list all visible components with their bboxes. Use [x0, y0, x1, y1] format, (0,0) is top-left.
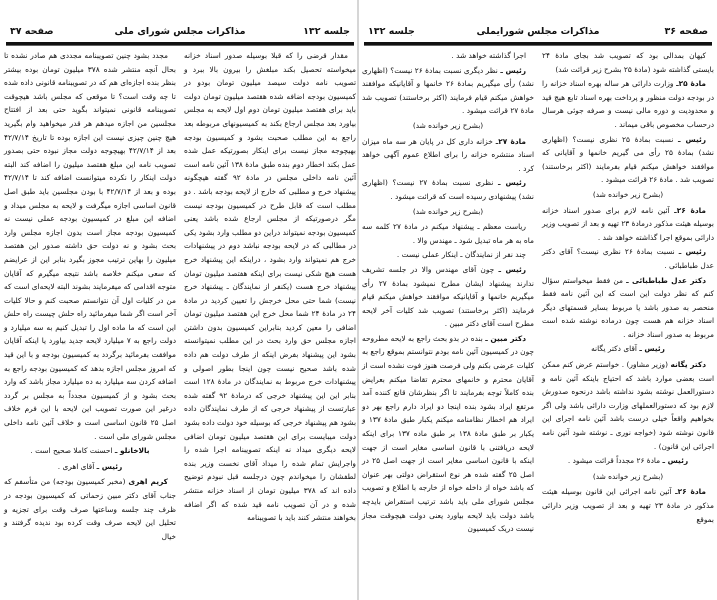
- text-column-left: [362, 49, 534, 537]
- paragraph-text: (بشرح زیر خوانده شد): [412, 120, 484, 130]
- paragraph: [4, 49, 176, 443]
- paragraph: [542, 133, 714, 187]
- session-number: جلسه ۱۳۲: [368, 26, 415, 37]
- paragraph: [362, 263, 534, 331]
- centered-note: [542, 470, 714, 484]
- paragraph: [362, 332, 534, 536]
- speaker-label: رئیس ـ: [498, 264, 526, 274]
- paragraph-text: مقدار قرضی را که قبلا بوسیله صدور اسناد خزانه میخواسته تحصیل بکند مبلغش را بیرون بالا ببرد و تصویب نامه دولت سیصد میلیون تومان بودو در کمیسیون بودجه اضافه شده هفتصد میلیون تومان دولت باید برای هفتصد میلیون تومان دوم اول لایحه به مجلس بیاورد بعد مجلس ارجاع بکند به کمیسیونهای مربوطه بعد راجع به این مطلب صحبت بشود و کمیسیون بودجه بهیچوجه مجاز نیست برای اینکار بصورتیکه عمل شده عمل بکند اخطار دوم بنده طبق مادهٔ ۱۳۸ آئین نامه است آئین نامه داخلی مجلس در مادهٔ ۹۲ گفته هیچگونه پیشنهاد خرج و مطلبی که خارج از لایحه بودجه باشد . دو مطلب است که قابل طرح در کمیسیون بودجه نیست مگر درصورتیکه از مجلس ارجاع شده باشد یعنی کمیسیون بودجه نمیتواند دراین دو مطلب وارد بشود یکی در مطالبی که در لایحه بودجه نباشد دوم در پیشنهادات خرج هم نمیتواند وارد بشود ، دراینکه این پیشنهاد خرج هست هیچ شکی نیست برای اینکه هفتصد میلیون تومان پیشنهاد خرج هست (یکنفر از نمایندگان ـ پیشنهاد خرج نیست) شما حتی محل خرجش را تعیین کردید در مادهٔ ۲۴ در مادهٔ ۲۴ شما محل خرج این هفتصد میلیون تومان اضافی را معین کردید بنابراین کمیسیون بدون داشتن اجازه مجلس حق وارد بحث در این مطلب نمیتوانسته بشود این پیشنهاد بفرض اینکه از طرف دولت هم داده شده باشد صحیح نیست چون اینجا بطور اصولی و پیشنهادات خرج مربوط به نمایندگان در مادهٔ ۱۲۸ است بنابر این این پیشنهاد خرجی که درمادهٔ ۹۲ گفته شده عبارتست از پیشنهاد خرجی که از طرف نمایندگان داده بشود هم پیشنهاد خرجی که بوسیله خود دولت داده بشود دولت میبایست برای این هفتصد میلیون تومان اضافی لایحه دیگری میداد نه اینکه تصویبنامه اجرا شده را واجرایش تمام شده را میداد آقای نخست وزیر بنده لطفشان را میخواندم چون درجلسه قبل نبودم توضیح داده اند که ۳۷۸ میلیون تومان از اسناد خزانه منتشر شده و در آن تصویب نامه قید شده که اگر اضافه بخواهند منتشر کنند باید با تصویبنامه: [184, 51, 357, 523]
- page-header: [4, 26, 356, 42]
- paragraph-text: چون آقای مهندس والا در جلسه تشریف ندارند پیشنهاد ایشان مطرح نمیشود بمادهٔ ۲۷ رأی میگیریم خانمها و آقایانیکه موافقند خواهش میکنم قیام فرمایند (اکثر برخاستند) تصویب شد کلیات آخر لایحه مطرح است آقای دکتر مبین .: [362, 264, 534, 329]
- speaker-label: کریم اهری: [128, 477, 168, 487]
- paragraph-text: (وزیر مشاور) . خواستم عرض کنم ممکن است بعضی موارد باشد که احتیاج باینکه آئین نامه و دستورالعمل نوشته بشود نداشته باشد درنحوه صدورش لازم بود که دستورالعملهای وزارت دارائی باشد ولی اگر بخواهیم واقعاً خیلی درست باشد آئین نامه اجرای این قانون نوشته شود (خواجه نوری ـ نوشته شود آئین نامه اجرائی این قانون) .: [542, 360, 714, 451]
- speaker-label: بالاخانلو ـ: [114, 446, 150, 456]
- text-column-left: [4, 49, 176, 544]
- text-column-right: [542, 49, 714, 527]
- speaker-label: رئیس ـ: [500, 65, 527, 75]
- text-column-right: [184, 49, 356, 526]
- session-number: جلسه ۱۳۲: [303, 26, 350, 37]
- paragraph-text: ریاست معظم ـ پیشنهاد میکنم در مادهٔ ۲۷ کلمه سه ماه به هر ماه تبدیل شود ـ مهندس والا .: [362, 222, 534, 245]
- paragraph: [542, 245, 714, 272]
- page-number: صفحه ۳۷: [10, 26, 54, 37]
- centered-note: [362, 205, 534, 219]
- paragraph: [362, 64, 534, 118]
- paragraph-text: آئین نامه لازم برای صدور اسناد خزانه بوسیله هیئت مذکور درمادهٔ ۲۳ تهیه و بعد از تصویب وزیر دارائی بموقع اجرا گذاشته خواهد شد .: [542, 205, 714, 242]
- page-header: [362, 26, 714, 42]
- centered-note: [4, 460, 176, 474]
- paragraph-text: اجرا گذاشته خواهد شد .: [451, 51, 526, 60]
- paragraph: [4, 475, 176, 543]
- paragraph: [542, 358, 714, 453]
- paragraph-text: (بشرح زیر خوانده شد): [592, 471, 664, 481]
- speaker-label: رئیس ـ: [498, 178, 526, 188]
- speaker-label: مادهٔ ۲۶ـ: [675, 487, 706, 497]
- centered-note: [542, 188, 714, 202]
- paragraph-text: من فقط میخواستم سؤال کنم که نظر دولت این است که این آئین نامه فقط منحصر به صدور باشد یا مربوط بسایر قسمتهای دیگر اسناد خزانه هم هست چون درماده نوشته شده است مربوط به صدور اسناد خزانه .: [542, 275, 714, 339]
- speaker-label: مادهٔ ۲۵ـ: [676, 79, 706, 89]
- centered-note: [362, 119, 534, 133]
- page-number: صفحه ۳۶: [664, 26, 708, 37]
- paragraph-text: نسبت بمادهٔ ۲۵ نظری نیست؟ (اظهاری نشد) بمادهٔ ۲۵ رأی می گیریم خانمها و آقایانی که موافقند خواهش میکنم قیام بفرمایند (اکثر برخاستند) تصویب شد . مادهٔ ۲۶ قرائت میشود .: [542, 134, 714, 185]
- paragraph: [184, 49, 356, 525]
- running-title: مذاکرات مجلس شورای ملی: [114, 26, 246, 37]
- speaker-label: دکتر مبین ـ: [485, 333, 526, 343]
- paragraph: [542, 49, 714, 76]
- running-title: مذاکرات مجلس شورایملی: [476, 26, 600, 37]
- speaker-label: رئیس ـ: [639, 344, 665, 354]
- centered-note: [542, 342, 714, 356]
- paragraph: [542, 485, 714, 526]
- paragraph: [362, 176, 534, 203]
- paragraph-text: مجدد بشود چنین تصویبنامه مجددی هم صادر نشده تا بحال آنچه منتشر شده ۳۷۸ میلیون تومان بوده بیشتر بنظر بنده اجازه‌ای هم که در تصویبنامه قانونی داده شده تا چه وقت است؟ تا موقعی که مجلس باشد هیچوقت تصویبنامه قانونی نمیتواند بگوید حتی بعد از افتتاح مجلسین من اجازه میدهم هر قدر میخواهید وام بگیرید هیچ چنین چیزی نیست این اجازه بوده تا تاریخ ۴۲/۷/۱۴ بعد از ۴۲/۷/۱۴ بهیچوجه دولت مجاز نبوده حتی بصدور تصویب نامه این مبلغ هفتصد میلیون را اضافه کند البته دولت اینکار را نکرده میتوانست اضافه کند تا ۴۲/۷/۱۴ بوده و بعد از ۴۲/۷/۱۴ با بودن مجلسین باید طبق اصل قانون اساسی اجازه میگرفت و لایحه به مجلس میداد و اضافه این مبلغ در کمیسیون بودجه عملی نیست نه کمیسیون بودجه مجاز است بدون اجازه مجلس وارد بحث بشود و نه دولت حق داشته صدور این هفتصد میلیون را بهاین ترتیب مجوز بگیرد بنابر این از عرایضم که سعی میکنم خلاصه باشد نتیجه میگیرم که آقایان متوجه اقدامی که میفرمایند بشوند البته لایحه‌ای است که من در کلیات اول آن نتوانستم صحبت کنم و حالا کلیات آخر است اگر شما میفرمائید راه حلش چیست راه حلش این است که ما ماده اول را تبدیل کنیم به سه میلیارد و دولت راجع به ۷ میلیارد لایحه جدید بیاورد یا اینکه آقایان موافقت بفرمائید برگردد به کمیسیون بودجه و با این قید که امروز مجلس اجازه بدهد که کمیسیون بودجه راجع به اضافه کردن سه میلیارد به ده میلیارد مجاز باشد که وارد بحث بشود و از کمیسیون مجدداً به مجلس بر گردد درغیر این صورت تصویب این لایحه با این فرم خلاف اصل ۲۵ قانون اساسی است و خلاف آئین نامه داخلی مجلس شورای ملی است .: [4, 51, 176, 441]
- paragraph-text: نسبت بمادهٔ ۲۶ نظری نیست؟ آقای دکتر عدل طباطبائی .: [542, 247, 714, 270]
- speaker-label: مادهٔ ۲۶ـ: [674, 205, 706, 215]
- paragraph-text: خزانه داری کل در پایان هر سه ماه میزان اسناد منتشره خزانه را برای اطلاع عموم آگهی خواهد کرد .: [362, 136, 534, 173]
- page-gutter: [357, 0, 359, 600]
- centered-note: [542, 454, 714, 468]
- speaker-label: دکتر عدل طباطبائی ـ: [626, 275, 706, 285]
- paragraph-text: مادهٔ ۲۶ مجدداً قرائت میشود .: [567, 456, 661, 466]
- paragraph-text: بنده در بدو بحث راجع به لایحه مطروحه چون در کمیسیون آئین نامه بودم نتوانستم بموقع راجع به کلیات عرضی بکنم ولی فرصت هنوز فوت نشده است از آقایان محترم و خانمهای محترم تقاضا میکنم بعرایض بنده کاملاً توجه بفرمایند تا اگر بنظرشان قانع کننده آمد مرتفع ایراد بشود بنده اینجا دو ایراد دارم راجع بهر دو ایراد هم اخطار نظامنامه میکنم یکبار طبق مادهٔ ۱۳۷ و یکبار بر طبق مادهٔ ۱۳۸ بر طبق ماده ۱۳۷ برای اینکه لایحه دریافتنی با قانون اساسی مغایر است از جهت اینکه با قانون اساسی مغایر است از جهت اصل ۲۵ در اصل ۲۵ گفته شده هر نوع استقراض دولتی بهر عنوان که باشد خواه از داخله خواه از خارجه با اطلاع و تصویب مجلس شورای ملی باید باشد ترتیب استقراض بایدچه باشد دولت باید لایحه بیاورد یعنی دولت هیچوقت مجاز نیست دریک کمیسیون: [362, 333, 535, 534]
- speaker-label: رئیس ـ: [662, 456, 689, 466]
- paragraph-text: احسنت کاملا صحیح است .: [30, 446, 113, 456]
- header-rule: [364, 42, 712, 46]
- paragraph-text: نظر دیگری نسبت بمادهٔ ۲۶ نیست؟ (اظهاری نشد) رأی میگیریم بمادهٔ ۲۶ خانمها و آقایانیکه موافقند خواهش میکنم قیام فرمایند (اکثر برخاستند) تصویب شد مادهٔ ۲۷ قرائت میشود .: [362, 65, 534, 116]
- paragraph-text: (بشرح زیر خوانده شد): [592, 189, 664, 199]
- header-rule: [6, 42, 354, 46]
- paragraph-text: آقای اهری .: [57, 461, 95, 471]
- paragraph-text: وزارت دارائی هر ساله بهره اسناد خزانه را در بودجه دولت منظور و پرداخت بهره اسناد تابع هیچ قید و محدودیت و دوره مالی نیست و صرفه جوئی هرسال درحساب مخصوص باقی میماند .: [542, 79, 714, 129]
- speaker-label: رئیس ـ: [678, 247, 706, 257]
- paragraph: [542, 274, 714, 342]
- paragraph: [362, 49, 534, 63]
- paragraph: [362, 220, 534, 247]
- speaker-label: مادهٔ ۲۷ـ: [495, 136, 526, 146]
- paragraph-text: (بشرح زیر خوانده شد): [412, 206, 484, 216]
- paragraph-text: کیهان بمدالی بود که تصویب شد بجای مادهٔ ۲۴ بایستی گذاشته شود (مادهٔ ۲۵ بشرح زیر قرائت شد): [542, 51, 714, 74]
- paragraph-text: آقای دکتر یگانه: [591, 344, 637, 354]
- paragraph-text: چند نفر از نمایندگان ـ اینکار عملی نیست .: [396, 250, 526, 260]
- paragraph-text: آئین نامه اجرائی این قانون بوسیله هیئت مذکور در مادهٔ ۲۳ تهیه و بعد از تصویب وزیر دارائی بموقع: [542, 487, 714, 524]
- paragraph-text: (مخبر کمیسیون بودجه) من متأسفم که جناب آقای دکتر مبین زحماتی که کمیسیون بودجه در ظرف چند جلسه وساعتها صرف وقت برای تجزیه و تحلیل این لایحه صرف وقت کرده بود ندیده گرفتند و خیال: [4, 477, 176, 541]
- paragraph-text: نظری نسبت بمادهٔ ۲۷ نیست؟ (اظهاری نشد) پیشنهادی رسیده است که قرائت میشود .: [362, 178, 534, 201]
- paragraph: [362, 248, 534, 262]
- centered-note: [4, 444, 176, 458]
- speaker-label: رئیس ـ: [96, 461, 123, 471]
- paragraph: [542, 204, 714, 245]
- speaker-label: رئیس ـ: [678, 134, 706, 144]
- paragraph: [542, 77, 714, 131]
- speaker-label: دکتر یگانه: [670, 360, 706, 370]
- paragraph: [362, 135, 534, 176]
